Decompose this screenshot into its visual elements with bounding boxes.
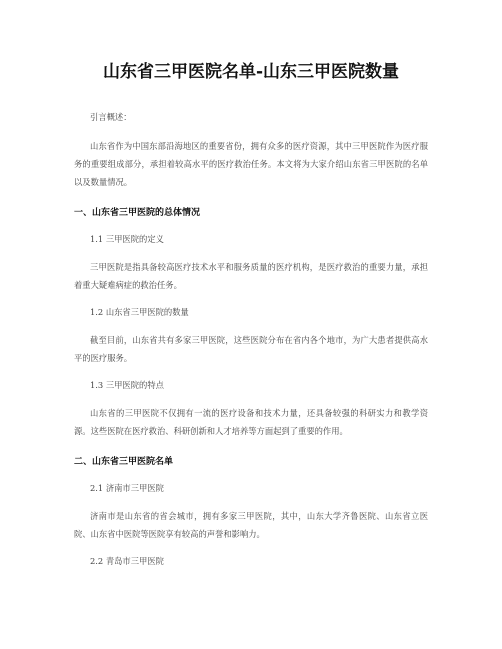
subsection-text-1-2: 截至目前，山东省共有多家三甲医院，这些医院分布在省内各个地市，为广大患者提供高水平的医疗服务。 (74, 335, 428, 363)
subsection-heading-2-1: 2.1 济南市三甲医院 (90, 483, 164, 493)
intro-paragraph: 山东省作为中国东部沿海地区的重要省份，拥有众多的医疗资源，其中三甲医院作为医疗服务的重要组成部分，承担着较高水平的医疗救治任务。本文将为大家介绍山东省三甲医院的名单以及数量情况。 (74, 141, 428, 187)
subsection-text-1-3: 山东省的三甲医院不仅拥有一流的医疗设备和技术力量，还具备较强的科研实力和教学资源。这些医院在医疗救治、科研创新和人才培养等方面起到了重要的作用。 (74, 408, 428, 436)
section-heading-2: 二、山东省三甲医院名单 (74, 457, 174, 467)
subsection-text-2-1: 济南市是山东省的省会城市，拥有多家三甲医院，其中，山东大学齐鲁医院、山东省立医院、山东省中医院等医院享有较高的声誉和影响力。 (74, 511, 428, 539)
document-title: 山东省三甲医院名单-山东三甲医院数量 (102, 62, 400, 82)
subsection-heading-2-2: 2.2 青岛市三甲医院 (90, 556, 164, 566)
subsection-heading-1-1: 1.1 三甲医院的定义 (90, 234, 164, 244)
section-heading-1: 一、山东省三甲医院的总体情况 (74, 208, 201, 218)
subsection-text-1-1: 三甲医院是指具备较高医疗技术水平和服务质量的医疗机构，是医疗救治的重要力量，承担着重大疑难病症的救治任务。 (74, 262, 428, 290)
subsection-heading-1-2: 1.2 山东省三甲医院的数量 (90, 307, 189, 317)
subsection-heading-1-3: 1.3 三甲医院的特点 (90, 380, 164, 390)
intro-label: 引言概述： (90, 112, 132, 122)
